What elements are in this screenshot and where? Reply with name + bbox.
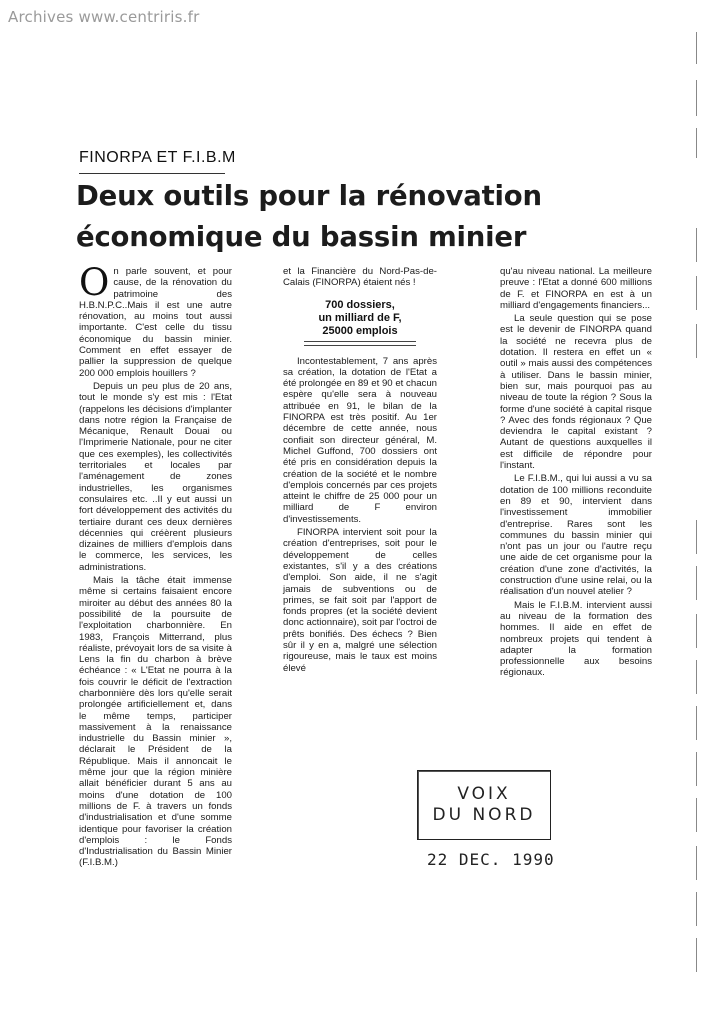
subheading [283, 299, 437, 338]
margin-mark [691, 660, 697, 694]
margin-mark [691, 80, 697, 116]
paragraph: qu'au niveau national. La meilleure preuve : l'Etat a donné 600 millions de F. et FINORPA en est à un milliard d'engagements financiers... [500, 266, 652, 311]
margin-mark [691, 706, 697, 740]
kicker: FINORPA ET F.I.B.M [79, 149, 236, 166]
margin-mark [691, 32, 697, 64]
margin-mark [691, 520, 697, 554]
margin-mark [691, 566, 697, 600]
drop-cap: O [79, 261, 110, 304]
paragraph: Mais la tâche était immense même si certains faisaient encore miroiter au début des années 80 la possibilité de la poursuite de l'exploitation charbonnière. En 1983, François Mitterrand, plus réaliste, prévoyait lors de sa visite à Lens la fin du charbon à brève échéance : « L'Etat ne pourra à la fois couvrir le déficit de l'extraction charbonnière dès lors qu'elle serait prolongée artificiellement et, dans le même temps, participer massivement à la renaissance industrielle du Bassin minier », déclarait le Président de la République. Mais il annoncait le même jour que la région minière allait bénéficier durant 5 ans au moins d'une dotation de 100 millions de F. à travers un fonds d'industrialisation et d'une somme identique pour favoriser la création d'emplois : le Fonds d'Industrialisation du Bassin Minier (F.I.B.M.) [79, 575, 232, 869]
paragraph: FINORPA intervient soit pour la création d'entreprises, soit pour le développement de celles existantes, s'il y a des créations d'emploi. Son aide, il ne s'agit jamais de subventions ou de primes, se fait soit par l'apport de fonds propres (et la société devient donc actionnaire), soit par l'octroi de prêts bonifiés. Des échecs ? Bien sûr il y en a, malgré une sélection rigoureuse, mais le taux est moins élevé [283, 527, 437, 674]
newspaper-stamp [417, 770, 551, 840]
margin-mark [691, 846, 697, 880]
margin-mark [691, 892, 697, 926]
watermark: Archives www.centriris.fr [8, 8, 200, 26]
paragraph: La seule question qui se pose est le devenir de FINORPA quand la société ne recevra plus de dotation. Il restera en effet un « outil » mais aussi des compétences à utiliser. Dans le bassin minier, bien sur, mais pourquoi pas au niveau de toute la région ? Sous la forme d'une société à capital risque ? Avec des fonds régionaux ? Que deviendra le capital existant ? Autant de questions auxquelles il est difficile de répondre pour l'instant. [500, 313, 652, 472]
margin-mark [691, 614, 697, 648]
paragraph: Le F.I.B.M., qui lui aussi a vu sa dotation de 100 millions reconduite en 89 et 90, intervient dans l'investissement immobilier d'entreprise. Rares sont les communes du bassin minier qui n'ont pas un jour ou l'autre reçu une aide de cet organisme pour la création d'une zone d'activités, la construction d'une usine relai, ou la réalisation d'un nouvel atelier ? [500, 473, 652, 598]
margin-mark [691, 228, 697, 262]
margin-mark [691, 938, 697, 972]
margin-mark [691, 798, 697, 832]
margin-mark [691, 752, 697, 786]
subheading-line: 700 dossiers, [325, 298, 395, 311]
margin-mark [691, 324, 697, 358]
paragraph: Mais le F.I.B.M. intervient aussi au niveau de la formation des hommes. Il aide en effet de nombreux projets qui tendent à adapter la formation professionnelle aux besoins régionaux. [500, 599, 652, 679]
article-column-3 [500, 266, 652, 681]
paragraph: n parle souvent, et pour cause, de la rénovation du patrimoine des H.B.N.P.C..Mais il est une autre rénovation, au moins tout aussi importante. C'est celle du tissu économique du bassin minier. Comment en effet essayer de pallier la suppression de quelque 200 000 emplois houillers ? [79, 266, 232, 379]
headline: Deux outils pour la rénovation économique du bassin minier [76, 180, 542, 253]
paragraph: Incontestablement, 7 ans après sa création, la dotation de l'Etat a été prolongée en 89 et 90 et chacun espère qu'elle sera à nouveau attribuée en 91, le bilan de la FINORPA est très positif. Au 1er décembre de cette année, nous confiait son directeur général, M. Michel Guffond, 700 dossiers ont été pris en considération depuis la création de la société et le nombre d'emplois concernés par ces projets atteint le chiffre de 25 000 pour un milliard de F environ d'investissements. [283, 355, 437, 525]
stamp-line-1: VOIX [457, 784, 511, 804]
margin-mark [691, 128, 697, 158]
subheading-rule [304, 341, 416, 346]
subheading-line: un milliard de F, [318, 311, 402, 324]
article-column-1 [79, 261, 232, 871]
stamp-line-2: DU NORD [432, 805, 536, 825]
paragraph: et la Financière du Nord-Pas-de-Calais (FINORPA) étaient nés ! [283, 266, 437, 289]
kicker-rule [79, 173, 225, 174]
date-stamp: 22 DEC. 1990 [427, 850, 555, 869]
subheading-line: 25000 emplois [322, 324, 398, 337]
margin-mark [691, 276, 697, 310]
article-column-2 [283, 266, 437, 676]
paragraph: Depuis un peu plus de 20 ans, tout le monde s'y est mis : l'Etat (rappelons les décisions d'implanter dans notre région la Française de Mécanique, Renault Douai ou l'Imprimerie Nationale, pour ne citer que ces exemples), les collectivités territoriales et locales par l'aménagement de zones industrielles, les organismes consulaires etc. ..Il y eut aussi un fort développement des activités du tertiaire durant ces deux dernières décennies qui créèrent plusieurs dizaines de milliers d'emplois dans le commerce, les services, les administrations. [79, 380, 232, 573]
